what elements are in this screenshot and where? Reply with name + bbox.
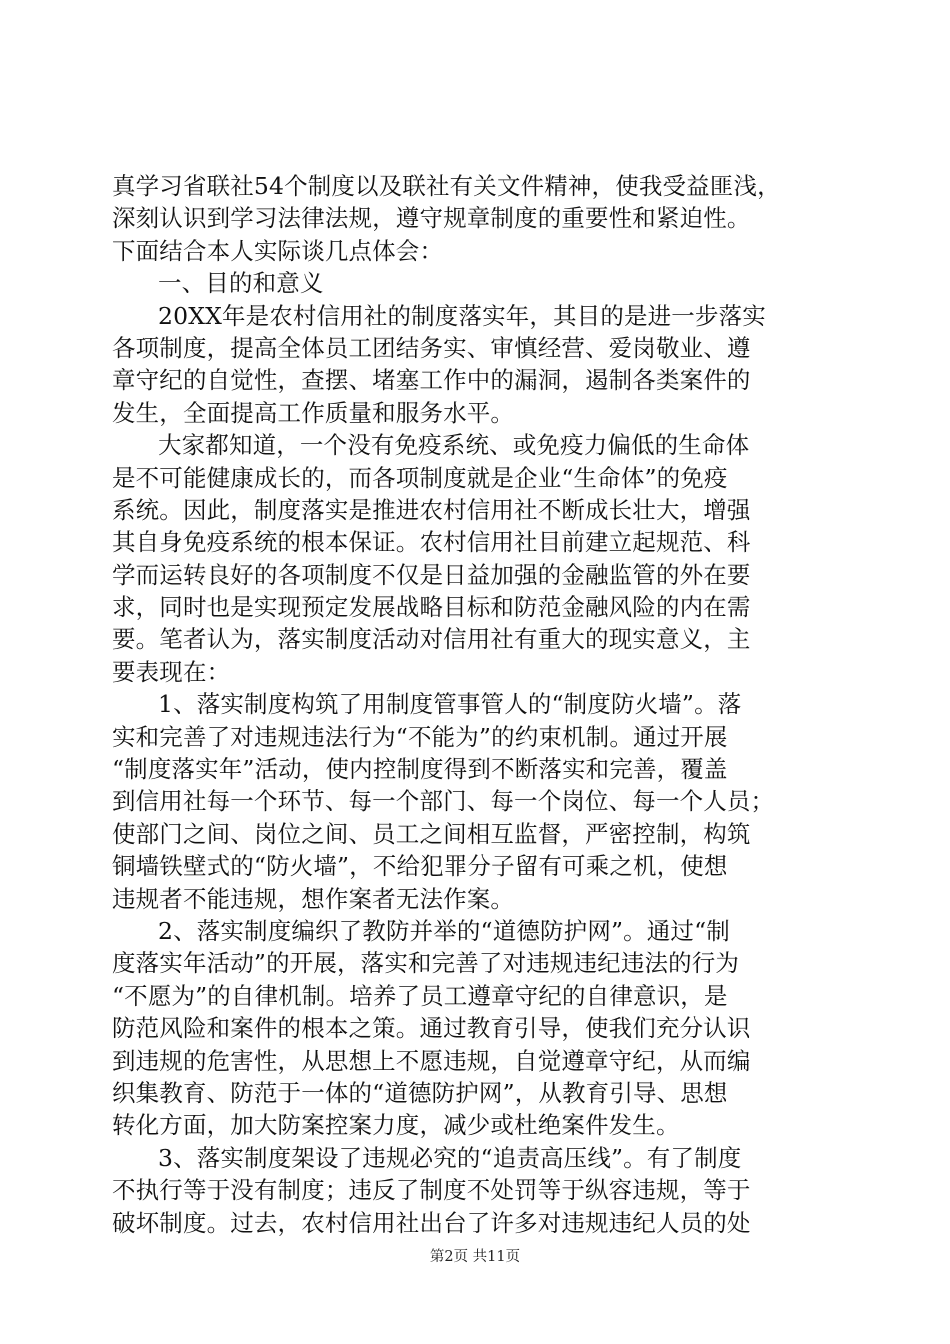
text-line: 章守纪的自觉性，查摆、堵塞工作中的漏洞，遏制各类案件的 xyxy=(112,366,751,395)
text-line: 深刻认识到学习法律法规，遵守规章制度的重要性和紧迫性。 xyxy=(112,204,751,233)
text-line: 3、落实制度架设了违规必究的“追责高压线”。有了制度 xyxy=(158,1143,742,1172)
text-line: 到信用社每一个环节、每一个部门、每一个岗位、每一个人员； xyxy=(112,787,775,816)
text-line: 下面结合本人实际谈几点体会： xyxy=(112,236,444,265)
text-line: 不执行等于没有制度；违反了制度不处罚等于纵容违规，等于 xyxy=(112,1176,751,1205)
text-line: 系统。因此，制度落实是推进农村信用社不断成长壮大，增强 xyxy=(112,495,751,524)
text-line: 度落实年活动”的开展，落实和完善了对违规违纪违法的行为 xyxy=(112,949,740,978)
text-line: 20XX年是农村信用社的制度落实年，其目的是进一步落实 xyxy=(158,301,766,330)
text-line: 实和完善了对违规违法行为“不能为”的约束机制。通过开展 xyxy=(112,722,728,751)
page-footer: 第2页 共11页 xyxy=(429,1249,521,1265)
text-line: 使部门之间、岗位之间、员工之间相互监督，严密控制，构筑 xyxy=(112,819,751,848)
document-body xyxy=(112,170,842,1239)
text-line: 学而运转良好的各项制度不仅是日益加强的金融监管的外在要 xyxy=(112,560,751,589)
text-line: 真学习省联社54个制度以及联社有关文件精神，使我受益匪浅， xyxy=(112,172,781,200)
text-line: 1、落实制度构筑了用制度管事管人的“制度防火墙”。落 xyxy=(158,690,742,719)
text-line: “不愿为”的自律机制。培养了员工遵章守纪的自律意识，是 xyxy=(112,981,728,1010)
text-line: “制度落实年”活动，使内控制度得到不断落实和完善，覆盖 xyxy=(112,755,728,784)
text-line: 织集教育、防范于一体的“道德防护网”，从教育引导、思想 xyxy=(112,1078,728,1107)
text-line: 到违规的危害性，从思想上不愿违规，自觉遵章守纪，从而编 xyxy=(112,1046,751,1075)
text-line: 破坏制度。过去，农村信用社出台了许多对违规违纪人员的处 xyxy=(112,1208,751,1237)
text-line: 其自身免疫系统的根本保证。农村信用社目前建立起规范、科 xyxy=(112,528,751,557)
text-line: 转化方面，加大防案控案力度，减少或杜绝案件发生。 xyxy=(112,1111,680,1140)
text-line: 发生，全面提高工作质量和服务水平。 xyxy=(112,398,515,427)
text-line: 求，同时也是实现预定发展战略目标和防范金融风险的内在需 xyxy=(112,593,751,622)
text-line: 各项制度，提高全体员工团结务实、审慎经营、爱岗敬业、遵 xyxy=(112,333,751,362)
text-line: 2、落实制度编织了教防并举的“道德防护网”。通过“制 xyxy=(158,916,730,945)
text-line: 要表现在： xyxy=(112,657,231,686)
text-line: 铜墙铁壁式的“防火墙”，不给犯罪分子留有可乘之机，使想 xyxy=(112,852,728,881)
text-line: 是不可能健康成长的，而各项制度就是企业“生命体”的免疫 xyxy=(112,463,728,492)
text-line: 要。笔者认为，落实制度活动对信用社有重大的现实意义，主 xyxy=(112,625,751,654)
text-line: 大家都知道，一个没有免疫系统、或免疫力偏低的生命体 xyxy=(158,431,750,460)
text-line: 一、目的和意义 xyxy=(158,269,324,298)
text-line: 违规者不能违规，想作案者无法作案。 xyxy=(112,884,515,913)
text-line: 防范风险和案件的根本之策。通过教育引导，使我们充分认识 xyxy=(112,1014,751,1043)
